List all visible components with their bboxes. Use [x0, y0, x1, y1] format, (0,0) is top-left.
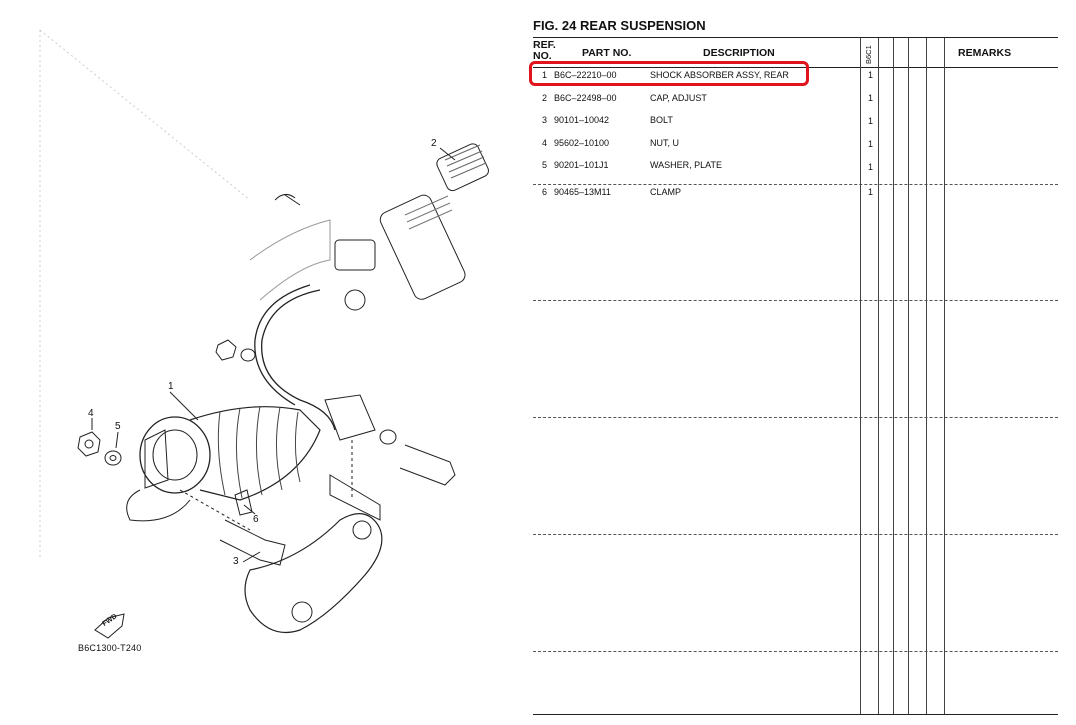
part-description: CLAMP [650, 187, 682, 197]
quantity: 1 [868, 139, 874, 149]
table-row[interactable] [533, 93, 873, 115]
header-model-code: B6C1 [864, 45, 873, 65]
part-number: 95602–10100 [554, 138, 610, 148]
washer-part-5 [105, 451, 121, 465]
column-line [944, 38, 945, 714]
row-divider [533, 300, 1058, 301]
callout-3: 3 [233, 556, 239, 567]
part-number: B6C–22498–00 [554, 93, 617, 103]
column-line [893, 38, 894, 714]
ref-no: 3 [542, 115, 548, 125]
quantity: 1 [868, 70, 874, 80]
quantity: 1 [868, 187, 874, 197]
table-row[interactable] [533, 160, 873, 182]
header-part-no: PART NO. [582, 47, 632, 59]
figure-title: FIG. 24 REAR SUSPENSION [533, 18, 706, 33]
exploded-view-diagram [0, 0, 520, 725]
ref-no: 5 [542, 160, 548, 170]
column-line [908, 38, 909, 714]
part-description: BOLT [650, 115, 673, 125]
header-remarks: REMARKS [958, 47, 1012, 59]
row-divider [533, 184, 1058, 185]
fwd-label: FWD [101, 613, 119, 628]
table-top-rule [533, 37, 1058, 38]
table-row[interactable] [533, 138, 873, 160]
ref-no: 1 [542, 70, 548, 80]
header-description: DESCRIPTION [703, 47, 775, 59]
row-divider [533, 534, 1058, 535]
part-number: 90101–10042 [554, 115, 610, 125]
table-row[interactable] [533, 187, 873, 209]
reservoir-body [335, 193, 468, 310]
quantity: 1 [868, 162, 874, 172]
nut-part-4 [78, 432, 100, 456]
callout-5: 5 [115, 421, 121, 432]
callout-4: 4 [88, 408, 94, 419]
shock-absorber-part-1 [127, 406, 320, 521]
ref-no: 6 [542, 187, 548, 197]
callout-6: 6 [253, 514, 259, 525]
row-divider [533, 417, 1058, 418]
part-description: CAP, ADJUST [650, 93, 707, 103]
callout-2: 2 [431, 138, 437, 149]
part-number: 90465–13M11 [554, 187, 611, 197]
adjuster-cap-part-2 [435, 142, 491, 193]
bolt-part-3 [220, 520, 285, 565]
row-divider [533, 651, 1058, 652]
ref-no: 4 [542, 138, 548, 148]
ref-no: 2 [542, 93, 548, 103]
part-description: SHOCK ABSORBER ASSY, REAR [650, 70, 789, 80]
header-ref-no: REF. NO. [533, 39, 556, 62]
rear-suspension-illustration [0, 0, 520, 725]
quantity: 1 [868, 93, 874, 103]
part-description: WASHER, PLATE [650, 160, 723, 170]
part-number: B6C–22210–00 [554, 70, 617, 80]
linkage-arm [245, 475, 382, 633]
quantity: 1 [868, 116, 874, 126]
part-number: 90201–101J1 [554, 160, 609, 170]
diagram-code: B6C1300-T240 [78, 643, 142, 653]
table-row[interactable] [533, 115, 873, 137]
part-description: NUT, U [650, 138, 679, 148]
column-line [878, 38, 879, 714]
row-highlight-box [529, 61, 809, 86]
column-line [926, 38, 927, 714]
table-bottom-rule [533, 714, 1058, 715]
callout-1: 1 [168, 381, 174, 392]
